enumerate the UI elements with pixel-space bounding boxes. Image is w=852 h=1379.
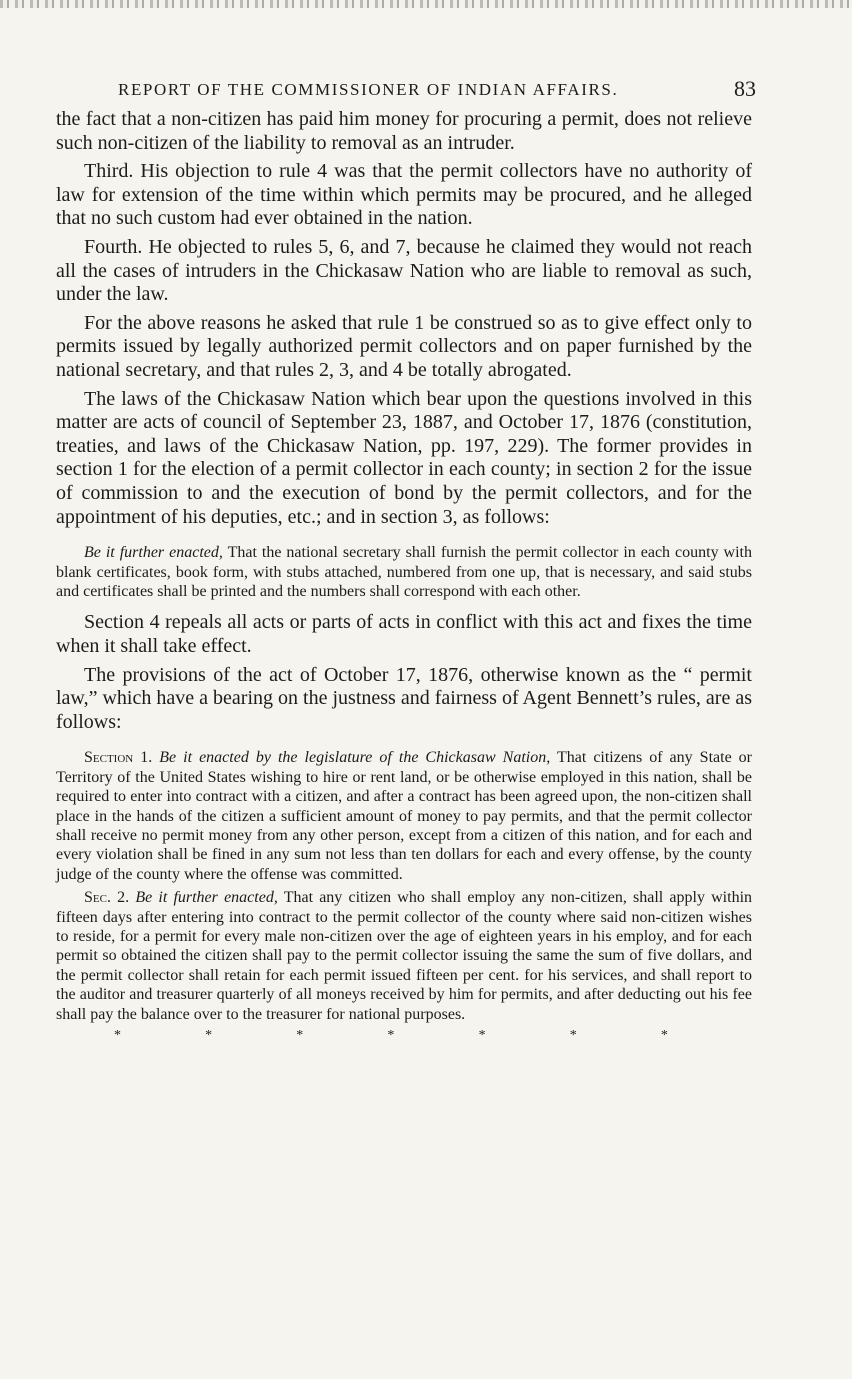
section-1-lead: Be it enacted by the legislature of the Chickasaw Nation, (159, 749, 551, 767)
running-header (118, 76, 756, 108)
ellipsis-star: * (387, 1027, 395, 1043)
ellipsis-star: * (478, 1027, 486, 1043)
ellipsis-star: * (114, 1027, 121, 1043)
quote-lead: Be it further enacted, (84, 544, 223, 562)
paragraph-fourth-objection: Fourth. He objected to rules 5, 6, and 7, because he claimed they would not reach all the cases of intruders in the Chickasaw Nation who are liable to removal as such, under the law. (56, 235, 752, 306)
ellipsis-star: * (569, 1027, 577, 1043)
paragraph-laws: The laws of the Chickasaw Nation which bear upon the questions involved in this matter are acts of council of September 23, 1887, and October 17, 1876 (constitution, treaties, and laws of the Chickasaw Nation, pp. 197, 229). The former provides in section 1 for the election of a permit collector in each county; in section 2 for the issue of commission to and the execution of bond by the permit collectors, and for the appointment of his deputies, etc.; and in section 3, as follows: (56, 387, 752, 528)
section-2-body: That any citizen who shall employ any non-citizen, shall apply within fifteen days after entering into contract to the permit collector of the county where said non-citizen wishes to reside, for a permit for every male non-citizen over the age of eighteen years in his employ, and for each permit so obtained the citizen shall pay to the permit collector issuing the same the sum of five dollars, and the permit collector shall retain for each permit issued fifteen per cent. for his services, and shall report to the auditor and treasurer quarterly of all moneys received by him for permits, and after deducting out his fee shall pay the balance over to the treasurer for national purposes. (56, 889, 753, 1023)
quote-section-2 (56, 888, 752, 1024)
paragraph-section-4: Section 4 repeals all acts or parts of acts in conflict with this act and fixes the time when it shall take effect. (56, 611, 752, 657)
page-number: 83 (734, 76, 756, 101)
ellipsis-star: * (205, 1027, 213, 1043)
section-1-body: That citizens of any State or Territory of the United States wishing to hire or rent land, or be otherwise employed in this nation, shall be required to enter into contract with a citizen, and after a contract has been agreed upon, the non-citizen shall place in the hands of the citizen a sufficient amount of money to pay permits, and that the permit collector shall receive no permit money from any other person, except from a citizen of this nation, and for each and every violation shall be fined in any sum not less than ten dollars for each and every offense, by the county judge of the county where the offense was committed. (56, 749, 753, 883)
section-2-lead: Be it further enacted, (135, 889, 278, 907)
section-1-label: Section 1. (84, 749, 153, 767)
ellipsis-star: * (660, 1027, 668, 1043)
quote-section-1 (56, 748, 752, 884)
quote-section-3 (56, 543, 752, 601)
paragraph-third-objection: Third. His objection to rule 4 was that the permit collectors have no authority of law for extension of the time within which permits may be procured, and he alleged that no such custom had ever obtained in the nation. (56, 160, 752, 230)
section-2-label: Sec. 2. (84, 889, 130, 907)
paragraph-continuation: the fact that a non-citizen has paid him money for procuring a permit, does not relieve such non-citizen of the liability to removal as an intruder. (56, 108, 752, 154)
ellipsis-star: * (296, 1027, 304, 1043)
header-title: REPORT OF THE COMMISSIONER OF INDIAN AFFAIRS. (118, 80, 619, 99)
ellipsis-stars (56, 1028, 752, 1044)
paragraph-provisions: The provisions of the act of October 17, 1876, otherwise known as the “ permit law,” which have a bearing on the justness and fairness of Agent Bennett’s rules, are as follows: (56, 663, 752, 733)
quote-body: That the national secretary shall furnish the permit collector in each county with blank certificates, book form, with stubs attached, numbered from one up, that is necessary, and said stubs and certificates shall be printed and the numbers shall correspond with each other. (56, 544, 752, 600)
paragraph-request: For the above reasons he asked that rule 1 be construed so as to give effect only to permits issued by legally authorized permit collectors and on paper furnished by the national secretary, and that rules 2, 3, and 4 be totally abrogated. (56, 311, 752, 381)
